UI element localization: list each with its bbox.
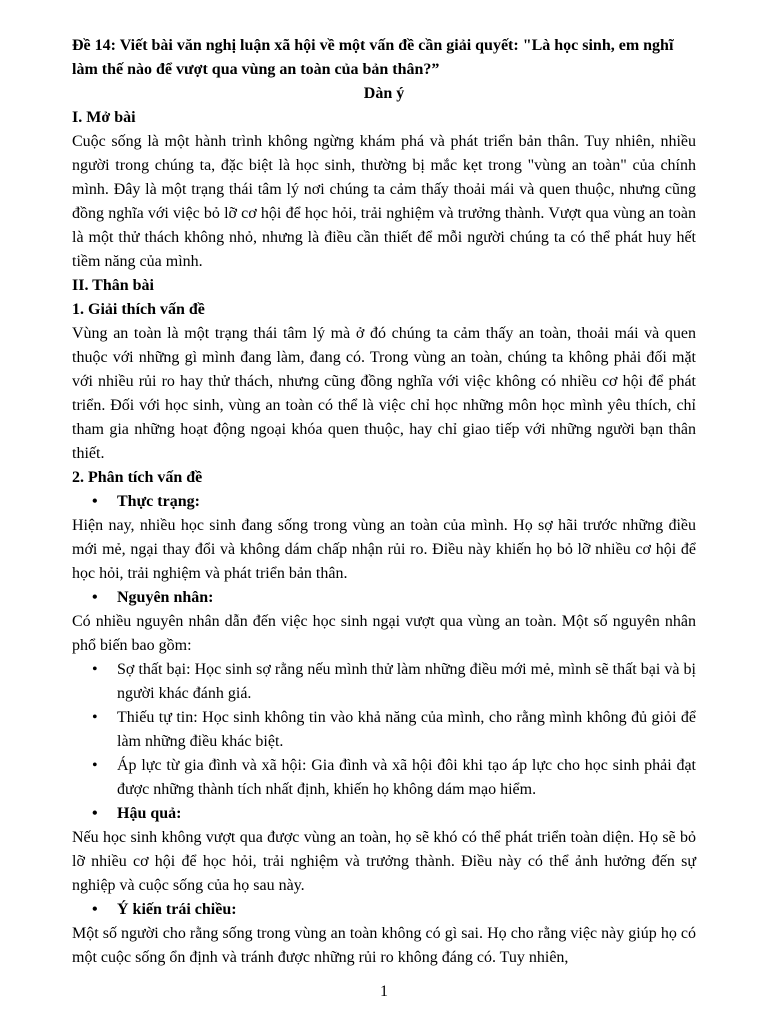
reality-label: • Thực trạng:	[72, 490, 696, 514]
explain-paragraph: Vùng an toàn là một trạng thái tâm lý mà ở đó chúng ta cảm thấy an toàn, thoải mái và quen thuộc với những gì mình đang làm, đang có. Trong vùng an toàn, chúng ta không phải đối mặt với nhiều rủi ro hay thử thách, nhưng cũng đồng nghĩa với việc không có nhiều cơ hội để phát triển. Đối với học sinh, vùng an toàn có thể là việc chỉ học những môn học mình yêu thích, chỉ tham gia những hoạt động ngoại khóa quen thuộc, hay chỉ giao tiếp với những người bạn thân thiết.	[72, 325, 696, 462]
intro-paragraph: Cuộc sống là một hành trình không ngừng khám phá và phát triển bản thân. Tuy nhiên, nhiều người trong chúng ta, đặc biệt là học sinh, thường bị mắc kẹt trong "vùng an toàn" của chính mình. Đây là một trạng thái tâm lý nơi chúng ta cảm thấy thoải mái và quen thuộc, nhưng cũng đồng nghĩa với việc bỏ lỡ cơ hội để học hỏi, trải nghiệm và trưởng thành. Vượt qua vùng an toàn là một thử thách không nhỏ, nhưng là điều cần thiết để mỗi người chúng ta có thể phát huy hết tiềm năng của mình.	[72, 133, 696, 270]
list-item: • Sợ thất bại: Học sinh sợ rằng nếu mình thử làm những điều mới mẻ, mình sẽ thất bại và bị người khác đánh giá.	[72, 658, 696, 706]
analysis-heading: 2. Phân tích vấn đề	[72, 469, 203, 486]
consequence-bullet-list	[72, 802, 696, 826]
consequence-label: • Hậu quả:	[72, 802, 696, 826]
reality-bullet-list	[72, 490, 696, 514]
page-number: 1	[380, 983, 388, 1000]
consequence-paragraph: Nếu học sinh không vượt qua được vùng an toàn, họ sẽ khó có thể phát triển toàn diện. Họ sẽ bỏ lỡ nhiều cơ hội để học hỏi, trải nghiệm và trưởng thành. Điều này có thể ảnh hưởng đến sự nghiệp và cuộc sống của họ sau này.	[72, 829, 696, 894]
cause-bullet-list	[72, 586, 696, 610]
causes-list	[72, 658, 696, 802]
list-item: • Áp lực từ gia đình và xã hội: Gia đình và xã hội đôi khi tạo áp lực cho học sinh phải đạt được những thành tích nhất định, khiến họ không dám mạo hiểm.	[72, 754, 696, 802]
opposing-bullet-list	[72, 898, 696, 922]
document-page	[72, 34, 696, 970]
cause-paragraph: Có nhiều nguyên nhân dẫn đến việc học sinh ngại vượt qua vùng an toàn. Một số nguyên nhân phổ biến bao gồm:	[72, 613, 696, 654]
cause-label: • Nguyên nhân:	[72, 586, 696, 610]
opposing-label: • Ý kiến trái chiều:	[72, 898, 696, 922]
outline-label: Dàn ý	[363, 85, 405, 102]
reality-paragraph: Hiện nay, nhiều học sinh đang sống trong vùng an toàn của mình. Họ sợ hãi trước những điều mới mẻ, ngại thay đổi và không dám chấp nhận rủi ro. Điều này khiến họ bỏ lỡ nhiều cơ hội để học hỏi, trải nghiệm và phát triển bản thân.	[72, 517, 696, 582]
explain-heading: 1. Giải thích vấn đề	[72, 301, 205, 318]
intro-heading: I. Mở bài	[72, 109, 136, 126]
essay-title: Đề 14: Viết bài văn nghị luận xã hội về một vấn đề cần giải quyết: "Là học sinh, em nghĩ làm thế nào để vượt qua vùng an toàn của bản thân?”	[72, 37, 674, 78]
body-heading: II. Thân bài	[72, 277, 154, 294]
list-item: • Thiếu tự tin: Học sinh không tin vào khả năng của mình, cho rằng mình không đủ giỏi để làm những điều khác biệt.	[72, 706, 696, 754]
opposing-paragraph: Một số người cho rằng sống trong vùng an toàn không có gì sai. Họ cho rằng việc này giúp họ có một cuộc sống ổn định và tránh được những rủi ro không đáng có. Tuy nhiên,	[72, 925, 696, 966]
